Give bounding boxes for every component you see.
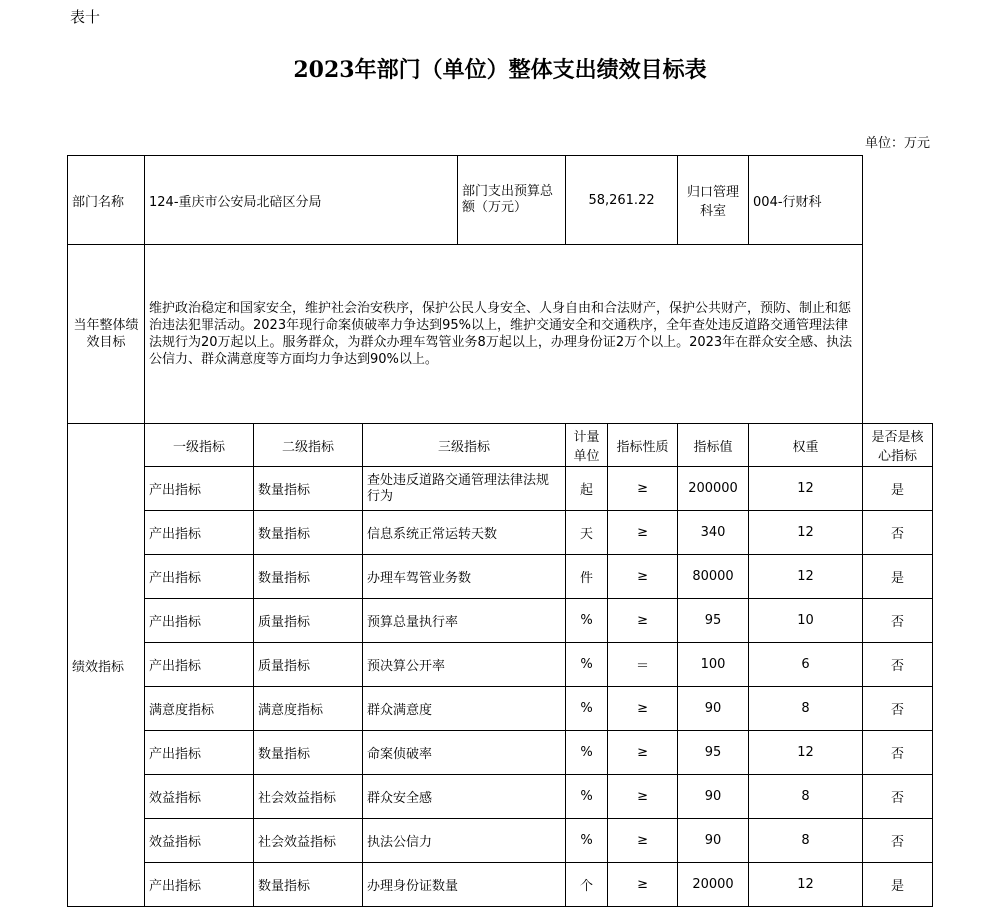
header-level1: 一级指标	[145, 424, 254, 467]
dept-name-value: 124-重庆市公安局北碚区分局	[145, 156, 458, 245]
cell-level2: 数量指标	[254, 731, 363, 775]
cell-level3: 办理身份证数量	[363, 863, 566, 907]
cell-level3: 预算总量执行率	[363, 599, 566, 643]
page-title: 2023年部门（单位）整体支出绩效目标表	[293, 57, 707, 83]
cell-value: 20000	[678, 863, 749, 907]
cell-weight: 12	[749, 511, 863, 555]
cell-core: 否	[863, 775, 933, 819]
cell-level2: 质量指标	[254, 643, 363, 687]
cell-unit: 个	[566, 863, 608, 907]
cell-nature: ≥	[608, 467, 678, 511]
cell-nature: ≥	[608, 863, 678, 907]
table-row	[68, 555, 933, 599]
cell-level1: 满意度指标	[145, 687, 254, 731]
cell-weight: 8	[749, 819, 863, 863]
cell-level1: 效益指标	[145, 819, 254, 863]
cell-core: 是	[863, 555, 933, 599]
cell-level1: 效益指标	[145, 775, 254, 819]
cell-nature: ≥	[608, 819, 678, 863]
cell-weight: 8	[749, 687, 863, 731]
header-level3: 三级指标	[363, 424, 566, 467]
table-row	[68, 687, 933, 731]
cell-nature: ≥	[608, 599, 678, 643]
cell-level1: 产出指标	[145, 467, 254, 511]
cell-core: 否	[863, 599, 933, 643]
cell-core: 否	[863, 819, 933, 863]
cell-level1: 产出指标	[145, 863, 254, 907]
cell-level3: 群众满意度	[363, 687, 566, 731]
cell-weight: 8	[749, 775, 863, 819]
cell-level2: 质量指标	[254, 599, 363, 643]
cell-unit: %	[566, 775, 608, 819]
table-row	[68, 643, 933, 687]
cell-value: 90	[678, 775, 749, 819]
table-row	[68, 775, 933, 819]
cell-weight: 12	[749, 731, 863, 775]
cell-weight: 6	[749, 643, 863, 687]
cell-level3: 预决算公开率	[363, 643, 566, 687]
cell-value: 90	[678, 819, 749, 863]
cell-level3: 信息系统正常运转天数	[363, 511, 566, 555]
cell-level3: 命案侦破率	[363, 731, 566, 775]
cell-core: 否	[863, 511, 933, 555]
cell-weight: 12	[749, 467, 863, 511]
cell-unit: 天	[566, 511, 608, 555]
cell-unit: 件	[566, 555, 608, 599]
cell-level3: 办理车驾管业务数	[363, 555, 566, 599]
budget-value: 58,261.22	[566, 156, 678, 245]
table-row	[68, 511, 933, 555]
cell-level3: 执法公信力	[363, 819, 566, 863]
cell-level2: 数量指标	[254, 555, 363, 599]
cell-value: 340	[678, 511, 749, 555]
cell-value: 200000	[678, 467, 749, 511]
cell-core: 否	[863, 687, 933, 731]
cell-weight: 10	[749, 599, 863, 643]
cell-level3: 查处违反道路交通管理法律法规行为	[363, 467, 566, 511]
cell-level2: 数量指标	[254, 511, 363, 555]
table-row	[68, 467, 933, 511]
cell-nature: ≥	[608, 731, 678, 775]
cell-nature: ≥	[608, 555, 678, 599]
cell-value: 80000	[678, 555, 749, 599]
cell-value: 90	[678, 687, 749, 731]
header-nature: 指标性质	[608, 424, 678, 467]
performance-table	[67, 155, 933, 907]
header-unit: 计量单位	[566, 424, 608, 467]
cell-unit: 起	[566, 467, 608, 511]
cell-level2: 社会效益指标	[254, 775, 363, 819]
header-level2: 二级指标	[254, 424, 363, 467]
cell-level2: 数量指标	[254, 467, 363, 511]
mgmt-value: 004-行财科	[749, 156, 863, 245]
cell-level1: 产出指标	[145, 511, 254, 555]
cell-core: 否	[863, 731, 933, 775]
goal-row	[68, 245, 933, 424]
cell-nature: ≥	[608, 687, 678, 731]
cell-weight: 12	[749, 863, 863, 907]
cell-level3: 群众安全感	[363, 775, 566, 819]
dept-info-row	[68, 156, 933, 245]
cell-level1: 产出指标	[145, 599, 254, 643]
cell-level2: 数量指标	[254, 863, 363, 907]
cell-core: 是	[863, 863, 933, 907]
table-row	[68, 863, 933, 907]
cell-weight: 12	[749, 555, 863, 599]
cell-level1: 产出指标	[145, 555, 254, 599]
mgmt-label: 归口管理科室	[678, 156, 749, 245]
dept-name-label: 部门名称	[68, 156, 145, 245]
indicator-section-label: 绩效指标	[68, 424, 145, 907]
goal-text: 维护政治稳定和国家安全，维护社会治安秩序，保护公民人身安全、人身自由和合法财产，保护公共财产，预防、制止和惩治违法犯罪活动。2023年现行命案侦破率力争达到95%以上，维护交通安全和交通秩序，全年查处违反道路交通管理法律法规行为20万起以上。服务群众，为群众办理车驾管业务8万起以上，办理身份证2万个以上。2023年在群众安全感、执法公信力、群众满意度等方面均力争达到90%以上。	[145, 245, 863, 424]
cell-level1: 产出指标	[145, 731, 254, 775]
cell-core: 否	[863, 643, 933, 687]
cell-nature: ≥	[608, 511, 678, 555]
header-weight: 权重	[749, 424, 863, 467]
cell-nature: ≥	[608, 775, 678, 819]
table-row	[68, 731, 933, 775]
cell-value: 95	[678, 599, 749, 643]
cell-value: 100	[678, 643, 749, 687]
goal-label: 当年整体绩效目标	[68, 245, 145, 424]
cell-level2: 满意度指标	[254, 687, 363, 731]
table-label: 表十	[70, 8, 101, 26]
cell-nature: ＝	[608, 643, 678, 687]
cell-core: 是	[863, 467, 933, 511]
table-row	[68, 599, 933, 643]
unit-note: 单位：万元	[864, 136, 930, 151]
header-value: 指标值	[678, 424, 749, 467]
cell-unit: %	[566, 643, 608, 687]
cell-unit: %	[566, 819, 608, 863]
cell-level1: 产出指标	[145, 643, 254, 687]
cell-unit: %	[566, 687, 608, 731]
table-row	[68, 819, 933, 863]
header-core: 是否是核心指标	[863, 424, 933, 467]
cell-unit: %	[566, 599, 608, 643]
cell-value: 95	[678, 731, 749, 775]
cell-unit: %	[566, 731, 608, 775]
cell-level2: 社会效益指标	[254, 819, 363, 863]
budget-label: 部门支出预算总额（万元）	[458, 156, 566, 245]
indicator-header-row	[68, 424, 933, 467]
